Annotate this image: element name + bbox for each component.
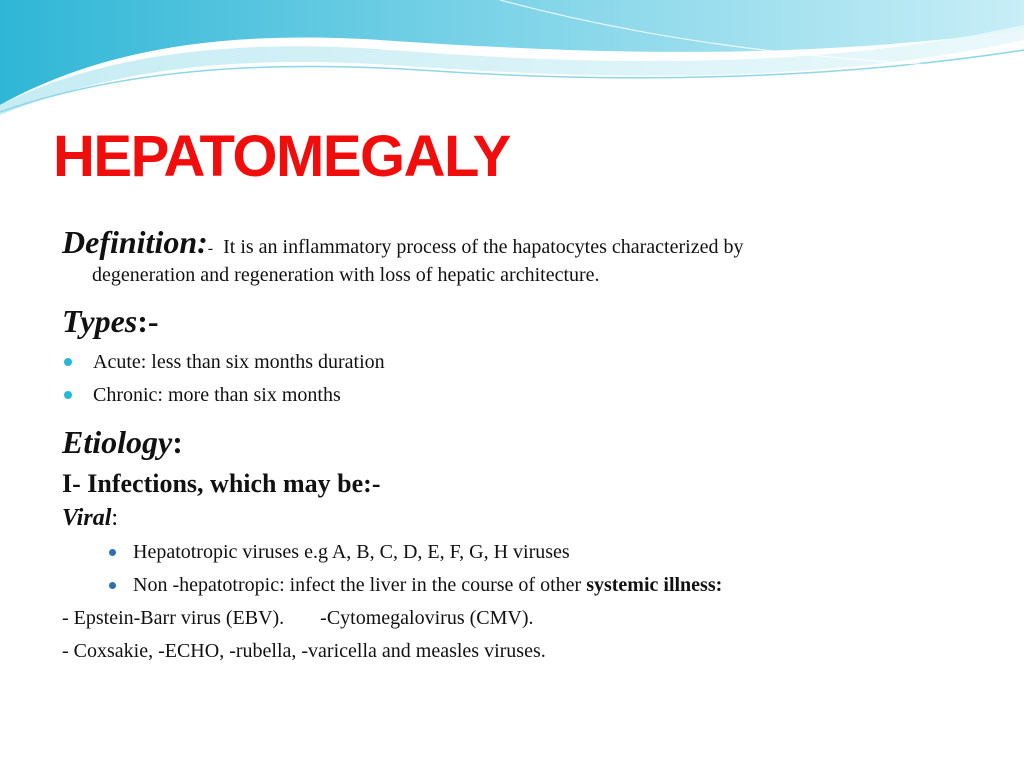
etiology-heading-text: Etiology [62,424,173,460]
bullet-icon [64,391,72,399]
types-heading-text: Types [62,303,138,339]
definition-text-line2: degeneration and regeneration with loss of hepatic architecture. [92,264,600,286]
viral-suffix: : [111,505,119,531]
types-item-text: Chronic: more than six months [93,384,341,406]
types-item-text: Acute: less than six months duration [93,351,385,373]
header-wave-decoration [0,0,1024,130]
list-item [62,536,962,569]
viral-heading [62,505,962,532]
cmv-text: -Cytomegalovirus (CMV). [320,607,534,629]
viral-list [62,536,962,602]
bullet-icon [64,358,72,366]
types-section [62,303,962,412]
ebv-line [62,602,962,635]
viral-label: Viral [62,505,112,531]
list-item [62,346,962,379]
etiology-heading [62,424,962,461]
coxsackie-line: - Coxsakie, -ECHO, -rubella, -varicella and measles viruses. [62,640,546,662]
viral-item-bold: systemic illness: [586,574,723,596]
etiology-heading-suffix: : [172,424,183,460]
types-heading [62,303,962,340]
definition-text-line1: It is an inflammatory process of the hapatocytes characterized by [223,236,744,258]
viral-item-text: Non -hepatotropic: infect the liver in the course of other [133,574,587,596]
ebv-text: - Epstein-Barr virus (EBV). [62,607,285,629]
types-heading-suffix: :- [137,303,159,339]
etiology-section [62,424,962,461]
bullet-icon [109,549,116,556]
list-item [62,379,962,412]
definition-label: Definition: [62,224,208,260]
bullet-icon [109,582,116,589]
definition-separator: - [207,240,214,257]
types-list [62,346,962,412]
viral-item-text: Hepatotropic viruses e.g A, B, C, D, E, F, G, H viruses [133,541,570,563]
list-item [62,569,962,602]
definition-block [62,224,962,291]
infections-heading: I- Infections, which may be:- [62,469,381,498]
slide-content [62,224,962,668]
slide-title: HEPATOMEGALY [53,124,510,189]
